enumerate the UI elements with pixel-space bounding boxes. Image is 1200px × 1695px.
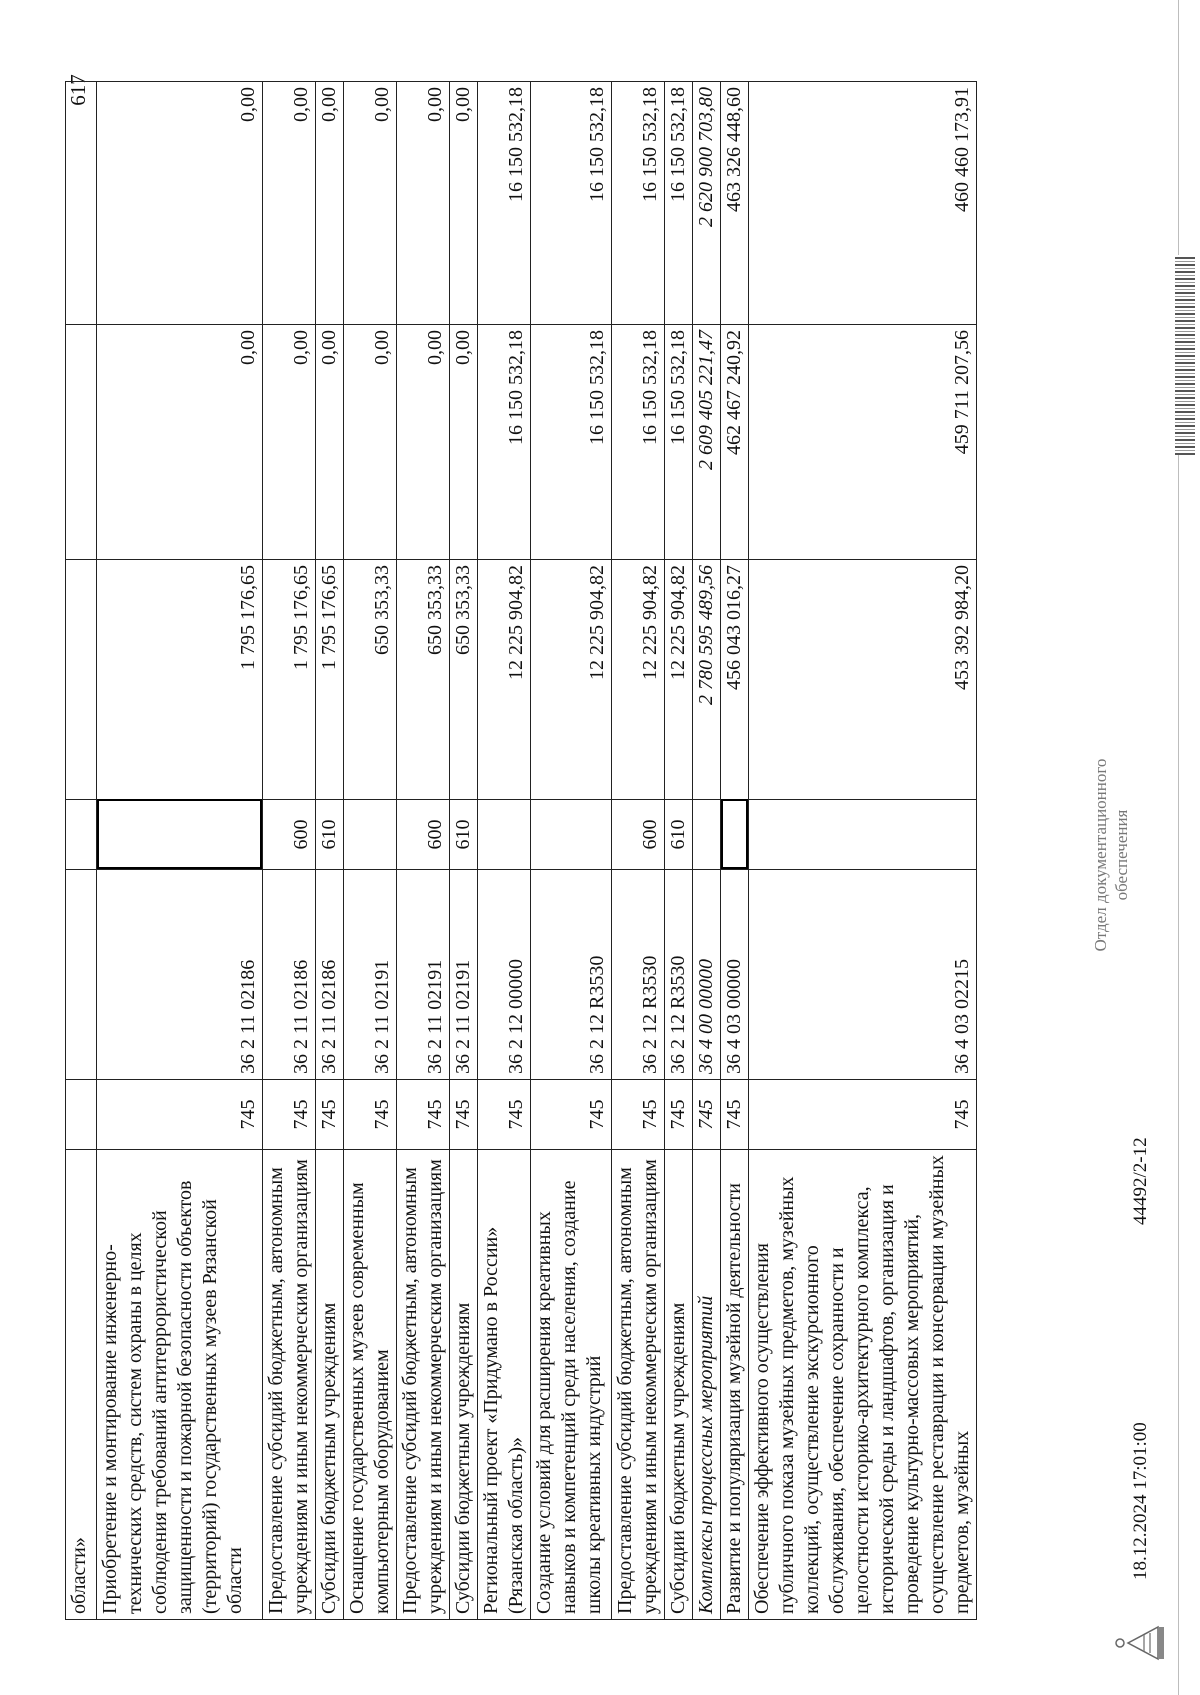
row-value-1: 453 392 984,20 [749, 559, 976, 799]
row-name: Создание условий для расширения креативных навыков и компетенций среди населения, создание школы креативных индустрий [531, 1149, 611, 1619]
row-gr-code: 745 [397, 1079, 449, 1149]
row-value-2: 462 467 240,92 [721, 324, 748, 559]
row-value-2: 0,00 [397, 324, 449, 559]
row-value-3: 463 326 448,60 [721, 81, 748, 324]
row-value-2: 2 609 405 221,47 [693, 324, 720, 559]
row-name: Обеспечение эффективного осуществления публичного показа музейных предметов, музейных коллекций, осуществление экскурсионного обслуживания, обеспечение сохранности и целостности историко-архитектурного комплекса, исторической среды и ландшафтов, организация и проведение культурно-массовых мероприятий, осуществление реставрации и консервации музейных предметов, музейных [749, 1149, 976, 1619]
row-value-3: 0,00 [316, 81, 343, 324]
row-name: Предоставление субсидий бюджетным, автономным учреждениям и иным некоммерческим организациям [612, 1149, 664, 1619]
row-vr-code: 610 [316, 799, 343, 869]
row-gr-code: 745 [344, 1079, 396, 1149]
table-row [397, 81, 450, 1619]
row-name: Субсидии бюджетным учреждениям [665, 1149, 692, 1619]
table-row [450, 81, 478, 1619]
row-value-1: 2 780 595 489,56 [693, 559, 720, 799]
page-number: 617 [66, 74, 90, 106]
table-row [749, 81, 977, 1619]
row-vr-code [97, 799, 262, 869]
row-vr-code [721, 799, 748, 869]
row-name: области» [66, 1149, 96, 1619]
row-value-2: 0,00 [450, 324, 477, 559]
row-csr-code: 36 2 12 R3530 [612, 869, 664, 1079]
row-name: Оснащение государственных музеев современным компьютерным оборудованием [344, 1149, 396, 1619]
row-gr-code: 745 [478, 1079, 530, 1149]
row-value-3: 16 150 532,18 [665, 81, 692, 324]
table-row [665, 81, 693, 1619]
footer-date: 18.12.2024 17:01:00 [1130, 1422, 1151, 1580]
row-value-1: 1 795 176,65 [263, 559, 315, 799]
row-vr-code: 600 [397, 799, 449, 869]
row-gr-code: 745 [749, 1079, 976, 1149]
row-gr-code: 745 [316, 1079, 343, 1149]
row-csr-code: 36 4 00 00000 [693, 869, 720, 1079]
row-name: Развитие и популяризация музейной деятельности [721, 1149, 748, 1619]
row-vr-code: 610 [450, 799, 477, 869]
table-row [263, 81, 316, 1619]
row-value-1: 12 225 904,82 [531, 559, 611, 799]
row-value-1: 650 353,33 [450, 559, 477, 799]
row-value-1: 650 353,33 [344, 559, 396, 799]
row-value-2: 0,00 [316, 324, 343, 559]
row-gr-code: 745 [693, 1079, 720, 1149]
department-stamp: Отдел документационного обеспечения [1091, 758, 1131, 952]
footer-code: 44492/2-12 [1130, 1137, 1151, 1225]
row-value-3: 0,00 [450, 81, 477, 324]
row-gr-code: 745 [263, 1079, 315, 1149]
row-gr-code: 745 [665, 1079, 692, 1149]
row-value-3: 16 150 532,18 [531, 81, 611, 324]
row-csr-code: 36 2 11 02191 [344, 869, 396, 1079]
row-value-2: 0,00 [344, 324, 396, 559]
row-vr-code [478, 799, 530, 869]
row-value-3: 0,00 [344, 81, 396, 324]
row-value-1: 650 353,33 [397, 559, 449, 799]
row-name: Комплексы процессных мероприятий [693, 1149, 720, 1619]
budget-table [65, 81, 977, 1620]
row-value-3 [66, 81, 96, 324]
table-row [721, 81, 749, 1619]
row-csr-code [66, 869, 96, 1079]
row-name: Предоставление субсидий бюджетным, автономным учреждениям и иным некоммерческим организациям [397, 1149, 449, 1619]
row-vr-code [531, 799, 611, 869]
row-name: Предоставление субсидий бюджетным, автономным учреждениям и иным некоммерческим организациям [263, 1149, 315, 1619]
barcode-strip [1175, 255, 1195, 455]
row-gr-code [66, 1079, 96, 1149]
row-name: Приобретение и монтирование инженерно-технических средств, систем охраны в целях соблюдения требований антитеррористической защищенности и пожарной безопасности объектов (территорий) государственных музеев Рязанской области [97, 1149, 262, 1619]
row-csr-code: 36 2 12 R3530 [665, 869, 692, 1079]
row-value-2: 0,00 [263, 324, 315, 559]
row-csr-code: 36 2 11 02191 [397, 869, 449, 1079]
row-csr-code: 36 2 11 02186 [316, 869, 343, 1079]
row-value-3: 16 150 532,18 [612, 81, 664, 324]
row-vr-code [693, 799, 720, 869]
row-gr-code: 745 [721, 1079, 748, 1149]
row-csr-code: 36 4 03 02215 [749, 869, 976, 1079]
row-value-3: 460 460 173,91 [749, 81, 976, 324]
row-value-2: 16 150 532,18 [612, 324, 664, 559]
row-value-2: 16 150 532,18 [531, 324, 611, 559]
row-csr-code: 36 2 12 R3530 [531, 869, 611, 1079]
row-gr-code: 745 [97, 1079, 262, 1149]
row-gr-code: 745 [450, 1079, 477, 1149]
row-value-1: 1 795 176,65 [316, 559, 343, 799]
row-csr-code: 36 4 03 00000 [721, 869, 748, 1079]
row-value-2 [66, 324, 96, 559]
row-value-1: 12 225 904,82 [665, 559, 692, 799]
row-gr-code: 745 [531, 1079, 611, 1149]
row-value-1: 456 043 016,27 [721, 559, 748, 799]
row-name: Субсидии бюджетным учреждениям [316, 1149, 343, 1619]
row-value-1: 12 225 904,82 [478, 559, 530, 799]
row-vr-code [66, 799, 96, 869]
row-csr-code: 36 2 11 02186 [97, 869, 262, 1079]
row-csr-code: 36 2 11 02186 [263, 869, 315, 1079]
row-value-1: 12 225 904,82 [612, 559, 664, 799]
row-value-3: 2 620 900 703,80 [693, 81, 720, 324]
row-value-3: 0,00 [97, 81, 262, 324]
row-value-3: 0,00 [397, 81, 449, 324]
row-value-3: 0,00 [263, 81, 315, 324]
emblem-icon [1110, 1621, 1168, 1665]
row-value-2: 16 150 532,18 [478, 324, 530, 559]
table-row [531, 81, 612, 1619]
row-gr-code: 745 [612, 1079, 664, 1149]
row-vr-code: 600 [612, 799, 664, 869]
row-name: Субсидии бюджетным учреждениям [450, 1149, 477, 1619]
row-csr-code: 36 2 11 02191 [450, 869, 477, 1079]
row-value-2: 0,00 [97, 324, 262, 559]
row-value-3: 16 150 532,18 [478, 81, 530, 324]
table-row [344, 81, 397, 1619]
row-value-1 [66, 559, 96, 799]
table-row [66, 81, 97, 1619]
table-row [316, 81, 344, 1619]
table-row [478, 81, 531, 1619]
row-value-1: 1 795 176,65 [97, 559, 262, 799]
row-value-2: 459 711 207,56 [749, 324, 976, 559]
row-vr-code: 610 [665, 799, 692, 869]
row-value-2: 16 150 532,18 [665, 324, 692, 559]
row-vr-code [749, 799, 976, 869]
row-name: Региональный проект «Придумано в России» (Рязанская область)» [478, 1149, 530, 1619]
table-row [612, 81, 665, 1619]
row-vr-code: 600 [263, 799, 315, 869]
table-row [97, 81, 263, 1619]
row-csr-code: 36 2 12 00000 [478, 869, 530, 1079]
table-row [693, 81, 721, 1619]
row-vr-code [344, 799, 396, 869]
